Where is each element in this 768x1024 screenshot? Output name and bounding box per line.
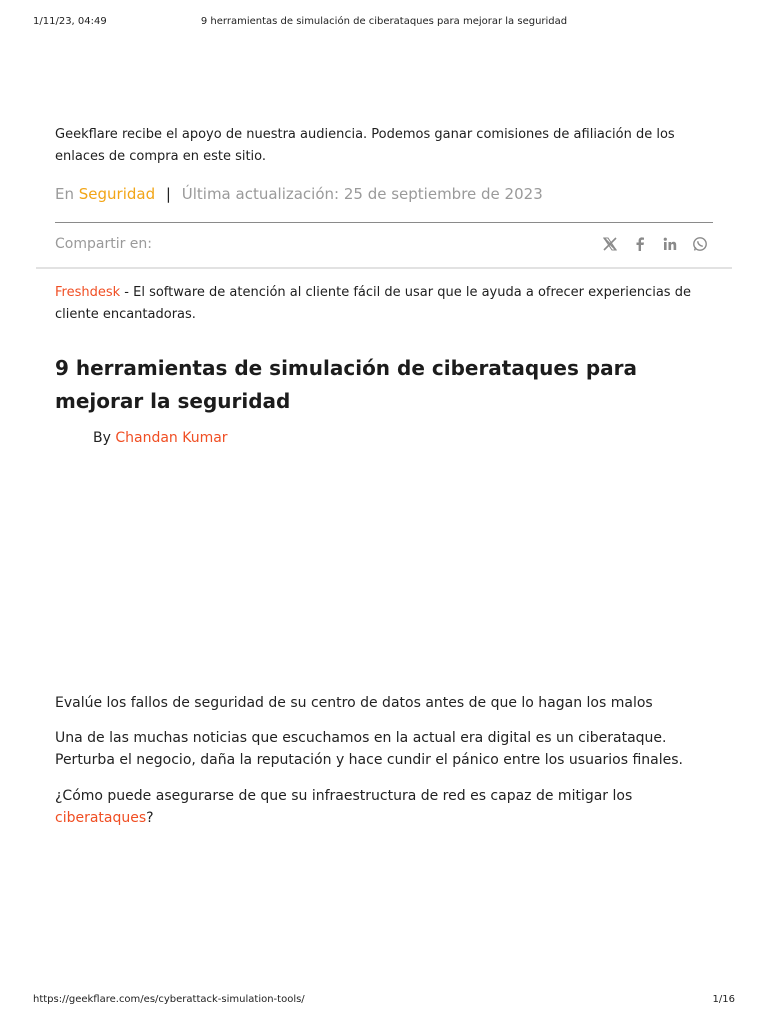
- print-title: 9 herramientas de simulación de ciberataques para mejorar la seguridad: [200, 16, 568, 27]
- byline-prefix: By: [93, 430, 111, 446]
- linkedin-icon[interactable]: [661, 235, 679, 253]
- x-icon[interactable]: [601, 235, 619, 253]
- sponsor-link[interactable]: Freshdesk: [55, 285, 121, 300]
- article-meta: [55, 185, 713, 203]
- share-icons: [601, 235, 709, 253]
- sponsor-banner: [55, 282, 713, 326]
- facebook-icon[interactable]: [631, 235, 649, 253]
- category-link[interactable]: Seguridad: [78, 185, 156, 203]
- share-label: Compartir en:: [55, 236, 152, 252]
- sponsor-text: - El software de atención al cliente fácil de usar que le ayuda a ofrecer experiencias de cliente encantadoras.: [55, 285, 691, 322]
- whatsapp-icon[interactable]: [691, 235, 709, 253]
- meta-separator: |: [165, 185, 171, 203]
- last-updated: Última actualización: 25 de septiembre de 2023: [181, 185, 543, 203]
- byline: [93, 430, 228, 446]
- section-divider: [36, 267, 732, 269]
- category-prefix: En: [55, 185, 74, 203]
- body-paragraph-1: Una de las muchas noticias que escuchamos en la actual era digital es un ciberataque. Perturba el negocio, daña la reputación y hace cundir el pánico entre los usuarios finales.: [55, 730, 683, 768]
- body-paragraph-2: [55, 785, 713, 829]
- print-datetime: 1/11/23, 04:49: [33, 16, 107, 27]
- divider: [55, 222, 713, 223]
- article-title: 9 herramientas de simulación de ciberataques para mejorar la seguridad: [55, 356, 638, 413]
- share-bar: [55, 233, 713, 257]
- para3-text: ¿Cómo puede asegurarse de que su infraestructura de red es capaz de mitigar los: [55, 788, 633, 804]
- print-url: https://geekflare.com/es/cyberattack-simulation-tools/: [33, 994, 305, 1005]
- affiliate-disclosure: Geekflare recibe el apoyo de nuestra audiencia. Podemos ganar comisiones de afiliación de los enlaces de compra en este sitio.: [55, 127, 675, 164]
- para3-end: ?: [146, 810, 154, 826]
- cyberattacks-link[interactable]: ciberataques: [55, 810, 147, 826]
- intro-paragraph: Evalúe los fallos de seguridad de su centro de datos antes de que lo hagan los malos: [55, 695, 653, 711]
- author-link[interactable]: Chandan Kumar: [115, 430, 228, 446]
- page-number: 1/16: [712, 994, 735, 1005]
